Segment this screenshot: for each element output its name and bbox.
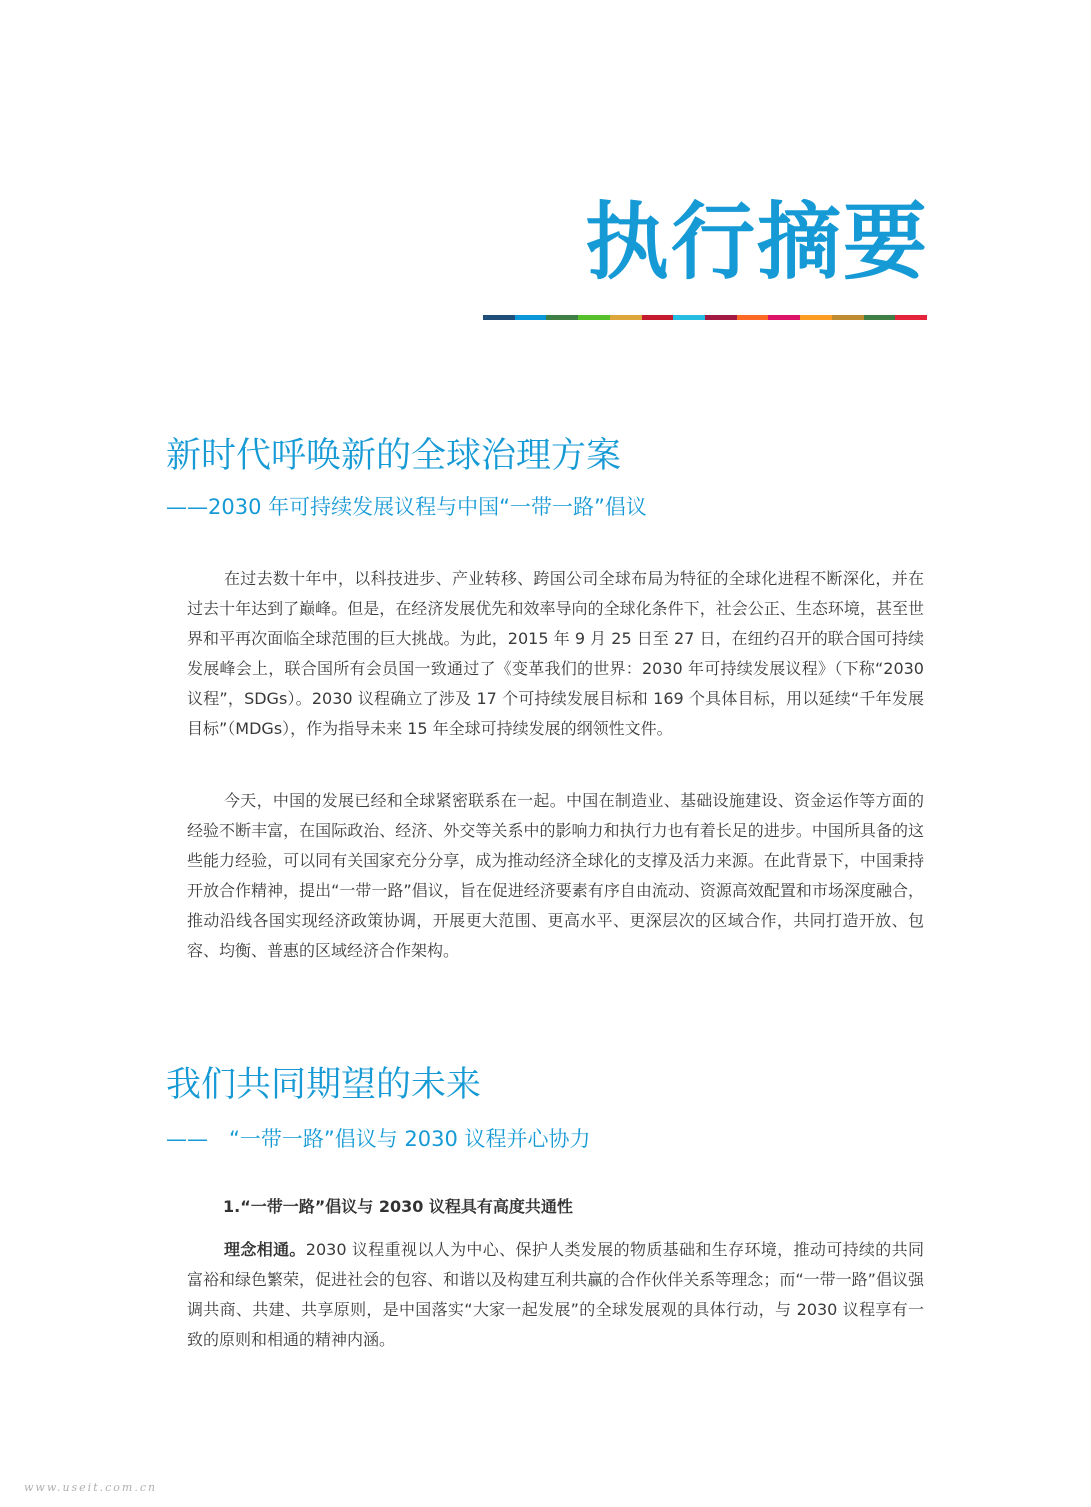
section2-sub-heading: 1.“一带一路”倡议与 2030 议程具有高度共通性: [223, 1197, 573, 1216]
divider-segment: [483, 315, 515, 320]
divider-segment: [578, 315, 610, 320]
divider-segment: [515, 315, 547, 320]
section1-subtitle: ——2030 年可持续发展议程与中国“一带一路”倡议: [166, 495, 647, 519]
section2-subtitle: —— “一带一路”倡议与 2030 议程并心协力: [166, 1127, 591, 1151]
divider-segment: [737, 315, 769, 320]
divider-segment: [642, 315, 674, 320]
page-title: 执行摘要: [584, 193, 929, 291]
section1-paragraph-2: 今天，中国的发展已经和全球紧密联系在一起。中国在制造业、基础设施建设、资金运作等方面的经验不断丰富，在国际政治、经济、外交等关系中的影响力和执行力也有着长足的进步。中国所具备的这些能力经验，可以同有关国家充分分享，成为推动经济全球化的支撑及活力来源。在此背景下，中国秉持开放合作精神，提出“一带一路”倡议，旨在促进经济要素有序自由流动、资源高效配置和市场深度融合，推动沿线各国实现经济政策协调，开展更大范围、更高水平、更深层次的区域合作，共同打造开放、包容、均衡、普惠的区域经济合作架构。: [187, 791, 924, 960]
divider-segment: [864, 315, 896, 320]
divider-segment: [832, 315, 864, 320]
paragraph-lead: 理念相通。: [224, 1240, 306, 1259]
section2-paragraph: [187, 1235, 924, 1355]
divider-segment: [800, 315, 832, 320]
section1-paragraph-1: 在过去数十年中，以科技进步、产业转移、跨国公司全球布局为特征的全球化进程不断深化，并在过去十年达到了巅峰。但是，在经济发展优先和效率导向的全球化条件下，社会公正、生态环境，甚至世界和平再次面临全球范围的巨大挑战。为此，2015 年 9 月 25 日至 27 日，在纽约召开的联合国可持续发展峰会上，联合国所有会员国一致通过了《变革我们的世界：2030 年可持续发展议程》（下称“2030 议程”，SDGs）。2030 议程确立了涉及 17 个可持续发展目标和 169 个具体目标，用以延续“千年发展目标”（MDGs），作为指导未来 15 年全球可持续发展的纲领性文件。: [187, 569, 924, 738]
divider-segment: [610, 315, 642, 320]
divider-segment: [673, 315, 705, 320]
footer-watermark: www.useit.com.cn: [24, 1481, 158, 1494]
divider-segment: [546, 315, 578, 320]
paragraph-body: 2030 议程重视以人为中心、保护人类发展的物质基础和生存环境，推动可持续的共同富裕和绿色繁荣，促进社会的包容、和谐以及构建互利共赢的合作伙伴关系等理念；而“一带一路”倡议强调共商、共建、共享原则，是中国落实“大家一起发展”的全球发展观的具体行动，与 2030 议程享有一致的原则和相通的精神内涵。: [187, 1240, 924, 1349]
divider-segment: [705, 315, 737, 320]
sdg-color-divider: [483, 315, 927, 320]
divider-segment: [768, 315, 800, 320]
section2-title: 我们共同期望的未来: [166, 1065, 482, 1105]
section1-title: 新时代呼唤新的全球治理方案: [166, 436, 622, 476]
divider-segment: [895, 315, 927, 320]
